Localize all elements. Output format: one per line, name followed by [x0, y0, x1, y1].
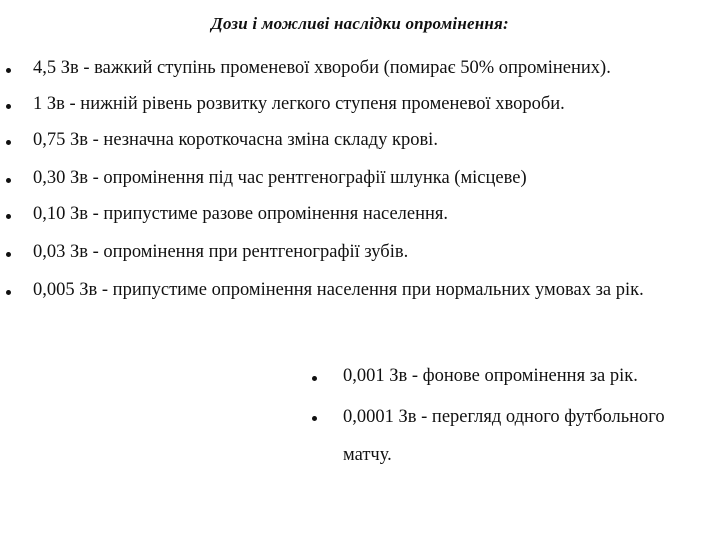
list-item-text: 0,10 Зв - припустиме разове опромінення населення.: [33, 204, 449, 224]
list-item-text: 4,5 Зв - важкий ступінь променевої хвороби (помирає 50% опромінених).: [33, 58, 611, 78]
list-item-text: 0,001 Зв - фонове опромінення за рік.: [343, 366, 638, 386]
list-item-text: 1 Зв - нижній рівень розвитку легкого ступеня променевої хвороби.: [33, 94, 565, 114]
bullet-icon: [6, 178, 11, 183]
bullet-icon: [312, 376, 317, 381]
bullet-icon: [6, 68, 11, 73]
bullet-icon: [6, 290, 11, 295]
list-item-text: 0,0001 Зв - перегляд одного футбольного матчу.: [343, 407, 665, 465]
bullet-icon: [312, 416, 317, 421]
page-title: Дози і можливі наслідки опромінення:: [211, 14, 509, 33]
list-item-text: 0,75 Зв - незначна короткочасна зміна складу крові.: [33, 130, 438, 150]
list-item: [0, 278, 720, 338]
list-item-text: 0,005 Зв - припустиме опромінення населення при нормальних умовах за рік.: [33, 280, 644, 300]
bullet-icon: [6, 214, 11, 219]
bullet-icon: [6, 104, 11, 109]
bullet-icon: [6, 252, 11, 257]
list-item-text: 0,30 Зв - опромінення під час рентгенографії шлунка (місцеве): [33, 168, 527, 188]
bullet-icon: [6, 140, 11, 145]
list-item-text: 0,03 Зв - опромінення при рентгенографії зубів.: [33, 242, 409, 262]
